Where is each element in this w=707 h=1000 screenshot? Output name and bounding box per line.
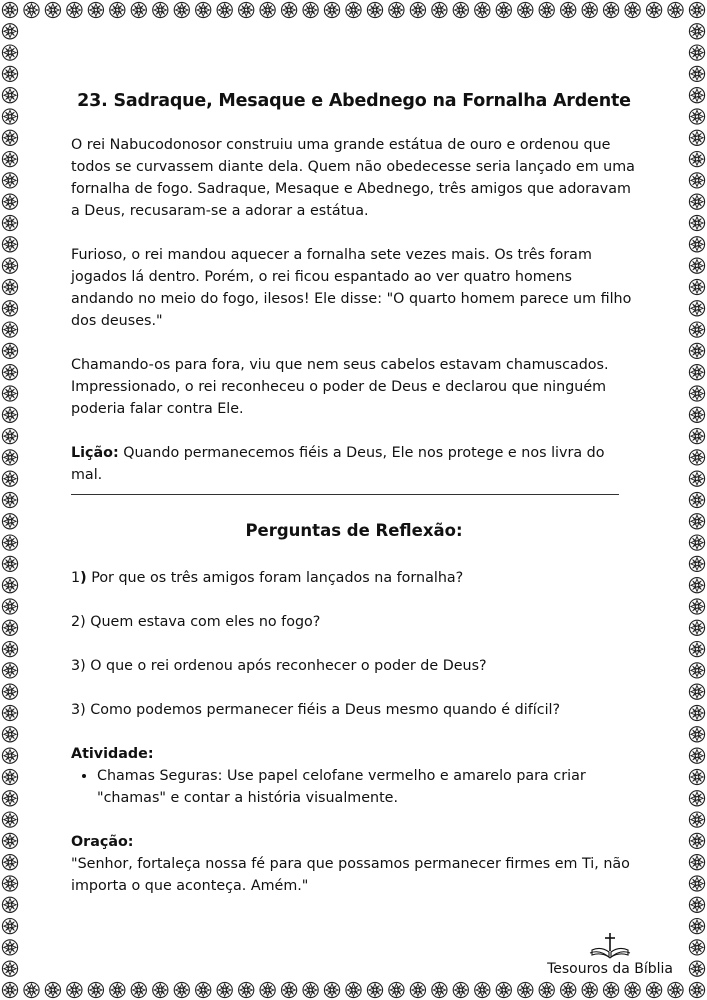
border-ornament-icon xyxy=(2,791,17,806)
border-ornament-icon xyxy=(2,940,17,955)
border-ornament-icon xyxy=(668,982,683,997)
border-ornament-icon xyxy=(689,855,704,870)
reflection-heading: Perguntas de Reflexão: xyxy=(245,521,463,540)
border-ornament-icon xyxy=(689,791,704,806)
border-ornament-icon xyxy=(2,748,17,763)
border-ornament-icon xyxy=(625,982,640,997)
divider-line xyxy=(71,494,619,495)
border-ornament-icon xyxy=(410,2,425,17)
border-ornament-icon xyxy=(2,173,17,188)
border-ornament-icon xyxy=(67,2,82,17)
border-ornament-icon xyxy=(689,66,704,81)
border-ornament-icon xyxy=(2,855,17,870)
border-ornament-icon xyxy=(689,556,704,571)
border-ornament-icon xyxy=(539,982,554,997)
border-ornament-icon xyxy=(496,982,511,997)
border-ornament-icon xyxy=(689,152,704,167)
worksheet-content xyxy=(71,88,637,897)
border-ornament-icon xyxy=(689,663,704,678)
border-ornament-icon xyxy=(689,705,704,720)
border-ornament-icon xyxy=(647,982,662,997)
border-ornament-icon xyxy=(668,2,683,17)
border-ornament-icon xyxy=(2,492,17,507)
border-ornament-icon xyxy=(2,237,17,252)
border-ornament-icon xyxy=(689,407,704,422)
border-ornament-icon xyxy=(689,535,704,550)
border-ornament-icon xyxy=(282,982,297,997)
border-ornament-icon xyxy=(689,173,704,188)
border-ornament-icon xyxy=(689,386,704,401)
border-ornament-icon xyxy=(110,982,125,997)
question-text: Por que os três amigos foram lançados na fornalha? xyxy=(86,570,464,586)
border-ornament-icon xyxy=(604,2,619,17)
border-ornament-icon xyxy=(689,88,704,103)
border-ornament-icon xyxy=(2,812,17,827)
question-text: Como podemos permanecer fiéis a Deus mesmo quando é difícil? xyxy=(85,702,561,718)
border-ornament-icon xyxy=(689,130,704,145)
border-ornament-icon xyxy=(689,876,704,891)
question-text: Quem estava com eles no fogo? xyxy=(85,614,321,630)
reflection-question xyxy=(71,611,637,633)
border-ornament-icon xyxy=(239,2,254,17)
border-ornament-icon xyxy=(2,876,17,891)
border-ornament-icon xyxy=(689,2,704,17)
border-ornament-icon xyxy=(689,897,704,912)
border-ornament-icon xyxy=(2,386,17,401)
border-ornament-icon xyxy=(432,982,447,997)
border-ornament-icon xyxy=(324,982,339,997)
border-ornament-icon xyxy=(260,982,275,997)
border-ornament-icon xyxy=(689,301,704,316)
border-ornament-icon xyxy=(196,982,211,997)
border-ornament-icon xyxy=(88,2,103,17)
reflection-question xyxy=(71,655,637,677)
border-ornament-icon xyxy=(689,578,704,593)
border-ornament-icon xyxy=(367,2,382,17)
border-ornament-icon xyxy=(2,642,17,657)
border-ornament-icon xyxy=(260,2,275,17)
border-ornament-icon xyxy=(689,982,704,997)
border-ornament-icon xyxy=(689,748,704,763)
border-ornament-icon xyxy=(2,578,17,593)
border-ornament-icon xyxy=(689,109,704,124)
border-ornament-icon xyxy=(2,88,17,103)
border-ornament-icon xyxy=(2,961,17,976)
question-text: O que o rei ordenou após reconhecer o poder de Deus? xyxy=(85,658,487,674)
border-ornament-icon xyxy=(689,343,704,358)
border-ornament-icon xyxy=(689,279,704,294)
border-ornament-icon xyxy=(324,2,339,17)
border-ornament-icon xyxy=(153,2,168,17)
border-ornament-icon xyxy=(2,769,17,784)
border-ornament-icon xyxy=(2,429,17,444)
border-ornament-icon xyxy=(2,407,17,422)
border-ornament-icon xyxy=(518,2,533,17)
border-ornament-icon xyxy=(689,684,704,699)
border-ornament-icon xyxy=(453,982,468,997)
border-ornament-icon xyxy=(2,450,17,465)
border-ornament-icon xyxy=(2,982,17,997)
border-ornament-icon xyxy=(2,663,17,678)
border-ornament-icon xyxy=(174,982,189,997)
border-ornament-icon xyxy=(196,2,211,17)
border-ornament-icon xyxy=(689,642,704,657)
prayer-text: "Senhor, fortaleça nossa fé para que possamos permanecer firmes em Ti, não importa o que aconteça. Amém." xyxy=(71,856,630,894)
border-ornament-icon xyxy=(518,982,533,997)
border-ornament-icon xyxy=(410,982,425,997)
question-number: 3) xyxy=(71,658,86,674)
border-ornament-icon xyxy=(689,237,704,252)
border-ornament-icon xyxy=(282,2,297,17)
reflection-question xyxy=(71,699,637,721)
border-ornament-icon xyxy=(475,982,490,997)
border-ornament-icon xyxy=(432,2,447,17)
prayer-label: Oração: xyxy=(71,834,134,850)
border-ornament-icon xyxy=(689,620,704,635)
story-paragraph: Chamando-os para fora, viu que nem seus cabelos estavam chamuscados. Impressionado, o rei reconheceu o poder de Deus e declarou que ninguém poderia falar contra Ele. xyxy=(71,357,609,417)
border-ornament-icon xyxy=(2,727,17,742)
border-ornament-icon xyxy=(625,2,640,17)
border-ornament-icon xyxy=(2,897,17,912)
border-ornament-icon xyxy=(2,24,17,39)
border-ornament-icon xyxy=(2,215,17,230)
border-ornament-icon xyxy=(689,322,704,337)
border-ornament-icon xyxy=(110,2,125,17)
border-ornament-icon xyxy=(689,471,704,486)
border-ornament-icon xyxy=(346,2,361,17)
lesson-label: Lição: xyxy=(71,445,119,461)
border-ornament-icon xyxy=(2,194,17,209)
border-ornament-icon xyxy=(131,2,146,17)
border-ornament-icon xyxy=(604,982,619,997)
border-ornament-icon xyxy=(2,471,17,486)
border-ornament-icon xyxy=(2,45,17,60)
border-ornament-icon xyxy=(2,705,17,720)
border-ornament-icon xyxy=(67,982,82,997)
border-ornament-icon xyxy=(2,109,17,124)
border-ornament-icon xyxy=(303,982,318,997)
activity-list xyxy=(71,765,637,809)
question-number: 1 xyxy=(71,570,81,586)
border-ornament-icon xyxy=(689,514,704,529)
border-ornament-icon xyxy=(689,940,704,955)
border-ornament-icon xyxy=(24,982,39,997)
border-ornament-icon xyxy=(153,982,168,997)
border-ornament-icon xyxy=(389,2,404,17)
brand-name: Tesouros da Bíblia xyxy=(547,961,673,977)
story-paragraph: O rei Nabucodonosor construiu uma grande estátua de ouro e ordenou que todos se curvassem diante dela. Quem não obedecesse seria lançado em uma fornalha de fogo. Sadraque, Mesaque e Abednego, três amigos que adoravam a Deus, recusaram-se a adorar a estátua. xyxy=(71,137,635,219)
question-paren: ) xyxy=(80,570,87,586)
footer-brand xyxy=(547,932,673,978)
border-ornament-icon xyxy=(45,2,60,17)
border-ornament-icon xyxy=(689,919,704,934)
border-ornament-icon xyxy=(2,620,17,635)
activity-item: • Chamas Seguras: Use papel celofane vermelho e amarelo para criar "chamas" e contar a história visualmente. xyxy=(97,765,637,809)
border-ornament-icon xyxy=(539,2,554,17)
border-ornament-icon xyxy=(2,514,17,529)
border-ornament-icon xyxy=(561,2,576,17)
border-ornament-icon xyxy=(2,130,17,145)
border-ornament-icon xyxy=(496,2,511,17)
border-ornament-icon xyxy=(346,982,361,997)
border-ornament-icon xyxy=(689,215,704,230)
lesson xyxy=(71,442,637,486)
border-ornament-icon xyxy=(453,2,468,17)
activity-label: Atividade: xyxy=(71,746,154,762)
border-ornament-icon xyxy=(303,2,318,17)
question-number: 2) xyxy=(71,614,86,630)
border-ornament-icon xyxy=(2,152,17,167)
border-ornament-icon xyxy=(2,2,17,17)
border-ornament-icon xyxy=(2,301,17,316)
open-bible-cross-icon xyxy=(588,932,632,960)
border-ornament-icon xyxy=(2,556,17,571)
border-ornament-icon xyxy=(689,812,704,827)
border-ornament-icon xyxy=(2,66,17,81)
border-ornament-icon xyxy=(689,24,704,39)
border-ornament-icon xyxy=(689,833,704,848)
border-ornament-icon xyxy=(561,982,576,997)
border-ornament-icon xyxy=(2,279,17,294)
story-paragraph: Furioso, o rei mandou aquecer a fornalha sete vezes mais. Os três foram jogados lá dentro. Porém, o rei ficou espantado ao ver quatro homens andando no meio do fogo, ilesos! Ele disse: "O quarto homem parece um filho dos deuses." xyxy=(71,247,632,329)
border-ornament-icon xyxy=(45,982,60,997)
border-ornament-icon xyxy=(689,727,704,742)
border-ornament-icon xyxy=(2,258,17,273)
border-ornament-icon xyxy=(2,684,17,699)
border-ornament-icon xyxy=(88,982,103,997)
border-ornament-icon xyxy=(689,769,704,784)
page-title: 23. Sadraque, Mesaque e Abednego na Fornalha Ardente xyxy=(77,91,631,111)
border-ornament-icon xyxy=(2,322,17,337)
border-ornament-icon xyxy=(689,961,704,976)
border-ornament-icon xyxy=(689,365,704,380)
border-ornament-icon xyxy=(2,535,17,550)
border-ornament-icon xyxy=(689,429,704,444)
border-ornament-icon xyxy=(217,982,232,997)
border-ornament-icon xyxy=(2,343,17,358)
border-ornament-icon xyxy=(174,2,189,17)
border-ornament-icon xyxy=(239,982,254,997)
border-ornament-icon xyxy=(24,2,39,17)
border-ornament-icon xyxy=(582,982,597,997)
border-ornament-icon xyxy=(689,258,704,273)
border-ornament-icon xyxy=(689,194,704,209)
border-ornament-icon xyxy=(217,2,232,17)
border-ornament-icon xyxy=(582,2,597,17)
border-ornament-icon xyxy=(2,833,17,848)
reflection-question xyxy=(71,567,637,589)
border-ornament-icon xyxy=(2,919,17,934)
border-ornament-icon xyxy=(389,982,404,997)
border-ornament-icon xyxy=(647,2,662,17)
border-ornament-icon xyxy=(2,599,17,614)
border-ornament-icon xyxy=(475,2,490,17)
border-ornament-icon xyxy=(2,365,17,380)
border-ornament-icon xyxy=(689,492,704,507)
border-ornament-icon xyxy=(131,982,146,997)
border-ornament-icon xyxy=(367,982,382,997)
border-ornament-icon xyxy=(689,45,704,60)
border-ornament-icon xyxy=(689,599,704,614)
lesson-text: Quando permanecemos fiéis a Deus, Ele nos protege e nos livra do mal. xyxy=(71,445,605,483)
border-ornament-icon xyxy=(689,450,704,465)
question-number: 3) xyxy=(71,702,86,718)
